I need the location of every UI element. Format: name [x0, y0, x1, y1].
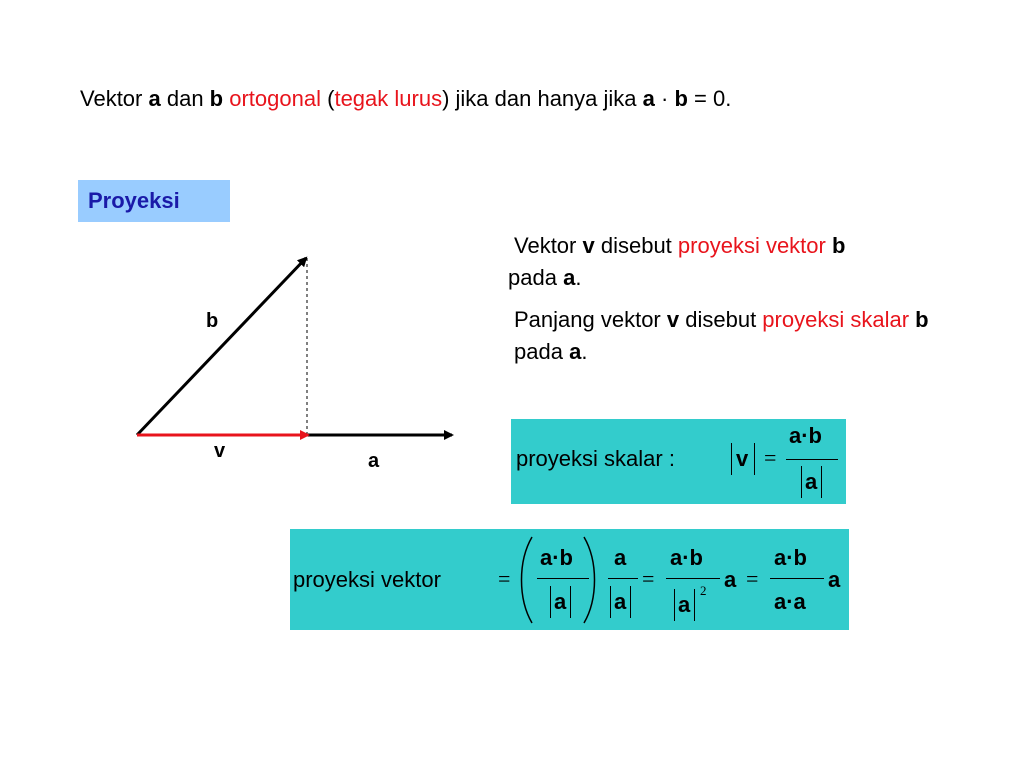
- scalar-equals: =: [764, 445, 777, 470]
- scalar-denominator: a: [805, 469, 818, 494]
- vector-num-1: a·b: [540, 545, 573, 570]
- description-line-1: Vektor v disebut proyeksi vektor b pada a.: [508, 233, 846, 290]
- vector-equals-2: =: [642, 566, 655, 591]
- vector-a-1: a: [614, 545, 627, 570]
- orthogonal-statement: Vektor a dan b ortogonal (tegak lurus) jika dan hanya jika a · b = 0.: [80, 86, 732, 111]
- section-label-proyeksi: Proyeksi: [78, 180, 230, 222]
- vector-a-3: a: [828, 567, 841, 592]
- label-b: b: [206, 310, 219, 332]
- vector-num-3: a·b: [774, 545, 807, 570]
- label-v: v: [214, 440, 226, 462]
- scalar-numerator: a·b: [789, 423, 822, 448]
- vector-label: proyeksi vektor: [293, 567, 441, 592]
- vector-a-2: a: [724, 567, 737, 592]
- scalar-projection-formula: [511, 419, 846, 504]
- vector-equals-3: =: [746, 566, 759, 591]
- vector-b-arrow: [137, 258, 306, 435]
- vector-den-1: a: [554, 589, 567, 614]
- projection-description: [508, 230, 954, 378]
- vector-den-3: a·a: [774, 589, 806, 614]
- label-a: a: [368, 450, 380, 472]
- vector-den-a1: a: [614, 589, 627, 614]
- description-line-2: Panjang vektor v disebut proyeksi skalar b pada a.: [514, 307, 929, 364]
- scalar-v: v: [736, 446, 749, 471]
- vector-equals-1: =: [498, 566, 511, 591]
- vector-num-2: a·b: [670, 545, 703, 570]
- term-tegak-lurus: tegak lurus: [334, 86, 443, 111]
- term-ortogonal: ortogonal: [229, 86, 321, 111]
- vector-projection-formula: [290, 529, 849, 630]
- scalar-label: proyeksi skalar :: [516, 446, 675, 471]
- vector-den-2: a: [678, 592, 691, 617]
- vector-square: 2: [700, 583, 707, 598]
